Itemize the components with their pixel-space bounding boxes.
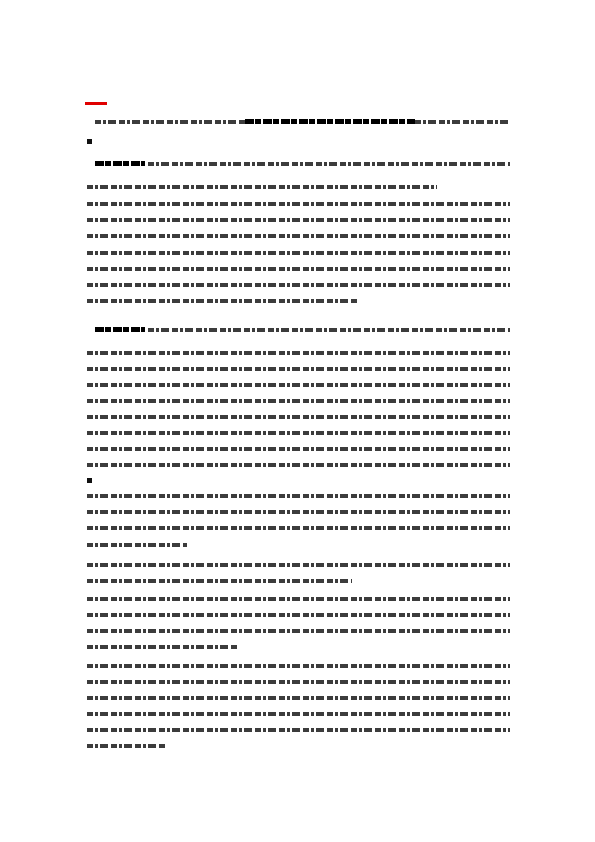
red-title-mark [85, 102, 107, 105]
